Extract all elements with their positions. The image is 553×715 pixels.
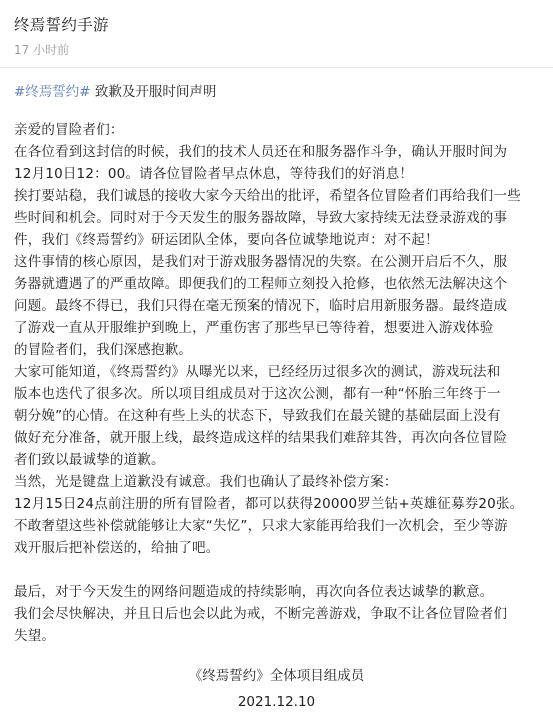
body-line: 做好充分准备，就开服上线，最终造成这样的结果我们难辞其咎，再次向各位冒险 — [14, 430, 508, 446]
body-line: 问题。最终不得已，我们只得在毫无预案的情况下，临时启用新服务器。最终造成 — [14, 298, 508, 314]
signature-date: 2021.12.10 — [237, 694, 316, 710]
post-headline — [14, 81, 539, 103]
body-line: 朝分娩”的心情。在这种有些上头的状态下，导致我们在最关键的基础层面上没有 — [14, 408, 501, 424]
body-line: 12月15日24点前注册的所有冒险者，都可以获得20000罗兰钻+英雄征募券20张。 — [14, 496, 524, 512]
header-divider — [0, 67, 553, 68]
body-line: 者们致以最诚挚的道歉。 — [14, 452, 165, 468]
post-body — [14, 119, 539, 647]
body-line: 在各位看到这封信的时候，我们的技术人员还在和服务器作斗争，确认开服时间为 — [14, 144, 508, 160]
body-line: 失望。 — [14, 628, 56, 644]
post-header — [14, 0, 539, 58]
body-line: 当然，光是键盘上道歉没有诚意。我们也确认了最终补偿方案： — [14, 474, 398, 490]
body-line: 12月10日12：00。请各位冒险者早点休息，等待我们的好消息！ — [14, 166, 414, 182]
hashtag-link[interactable]: #终焉誓约# — [14, 84, 91, 100]
body-line: 挨打要站稳，我们诚恳的接收大家今天给出的批评，希望各位冒险者们再给我们一些 — [14, 188, 521, 204]
body-line: 我们会尽快解决，并且日后也会以此为戒，不断完善游戏，争取不让各位冒险者们 — [14, 606, 508, 622]
body-line: 不敢奢望这些补偿就能够让大家“失忆”，只求大家能再给我们一次机会，至少等游 — [14, 518, 508, 534]
blank-line — [14, 559, 539, 581]
body-line: 版本也迭代了很多次。所以项目组成员对于这次公测，都有一种“怀胎三年终于一 — [14, 386, 501, 402]
body-line: 的冒险者们，我们深感抱歉。 — [14, 342, 193, 358]
body-line: 务器就遭遇了的严重故障。即便我们的工程师立刻投入抢修，也依然无法解决这个 — [14, 276, 508, 292]
headline-text: 致歉及开服时间声明 — [90, 84, 217, 100]
signature-text: 《终焉誓约》全体项目组成员 — [188, 668, 365, 684]
body-line: 戏开服后把补偿送的，给抽了吧。 — [14, 540, 220, 556]
body-line: 亲爱的冒险者们： — [14, 122, 124, 138]
body-line: 件，我们《终焉誓约》研运团队全体，要向各位诚挚地说声：对不起！ — [14, 232, 439, 248]
body-line: 些时间和机会。同时对于今天发生的服务器故障，导致大家持续无法登录游戏的事 — [14, 210, 508, 226]
body-line: 最后，对于今天发生的网络问题造成的持续影响，再次向各位表达诚挚的歉意。 — [14, 584, 494, 600]
body-line: 了游戏一直从开服维护到晚上，严重伤害了那些早已等待着，想要进入游戏体验 — [14, 320, 494, 336]
body-line: 大家可能知道，《终焉誓约》从曝光以来，已经经历过很多次的测试，游戏玩法和 — [14, 364, 501, 380]
post-time: 17 小时前 — [14, 43, 70, 57]
signature-block — [14, 665, 539, 713]
author-name[interactable]: 终焉誓约手游 — [14, 16, 109, 34]
body-line: 这件事情的核心原因，是我们对于游戏服务器情况的失察。在公测开启后不久，服 — [14, 254, 508, 270]
